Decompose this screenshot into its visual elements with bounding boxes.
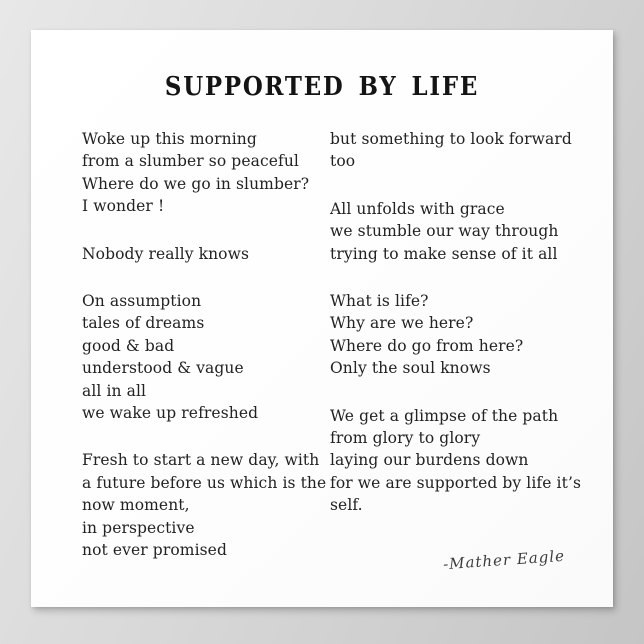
poem-line: tales of dreams: [82, 314, 205, 333]
poem-columns: [31, 128, 613, 562]
poem-line: self.: [330, 496, 363, 515]
poem-line: Where do we go in slumber?: [82, 174, 310, 193]
poster-title: SUPPORTED BY LIFE: [164, 72, 480, 102]
poem-line: from a slumber so peaceful: [82, 152, 299, 171]
poem-line: from glory to glory: [330, 429, 481, 448]
poem-stanza: [330, 128, 593, 173]
author-signature: -Mather Eagle: [442, 546, 566, 574]
poem-line: for we are supported by life it’s: [330, 473, 582, 492]
poem-line: Woke up this morning: [82, 130, 257, 148]
poem-line: We get a glimpse of the path: [330, 406, 559, 425]
poem-stanza: [330, 290, 593, 380]
poem-line: Where do go from here?: [330, 336, 524, 355]
poster: [31, 30, 613, 607]
poem-stanza: [82, 290, 330, 424]
poem-line: too: [330, 152, 356, 171]
poem-line: Only the soul knows: [330, 359, 491, 378]
poem-stanza: [330, 405, 593, 517]
poem-line: Fresh to start a new day, with: [82, 451, 320, 470]
poem-line: Nobody really knows: [82, 244, 250, 263]
poem-line: we stumble our way through: [330, 222, 559, 241]
poem-line: good & bad: [82, 336, 175, 355]
poem-column-right: [330, 128, 593, 562]
poem-line: a future before us which is the: [82, 473, 327, 492]
poem-line: not ever promised: [82, 541, 227, 560]
poem-stanza: [82, 449, 330, 561]
poem-line: now moment,: [82, 496, 190, 515]
poem-line: all in all: [82, 381, 147, 400]
poem-column-left: [82, 128, 330, 562]
poem-stanza: [82, 128, 330, 218]
poem-line: understood & vague: [82, 359, 244, 378]
poem-line: laying our burdens down: [330, 451, 529, 470]
poem-stanza: [82, 243, 330, 265]
poem-line: trying to make sense of it all: [330, 244, 558, 263]
poem-line: Why are we here?: [330, 314, 474, 333]
poem-stanza: [330, 198, 593, 265]
poem-line: but something to look forward: [330, 130, 572, 148]
poem-line: I wonder !: [82, 197, 165, 216]
poem-line: we wake up refreshed: [82, 404, 259, 423]
poem-line: All unfolds with grace: [330, 199, 505, 218]
poem-line: in perspective: [82, 518, 195, 537]
poem-line: On assumption: [82, 292, 202, 311]
poem-line: What is life?: [330, 292, 429, 311]
